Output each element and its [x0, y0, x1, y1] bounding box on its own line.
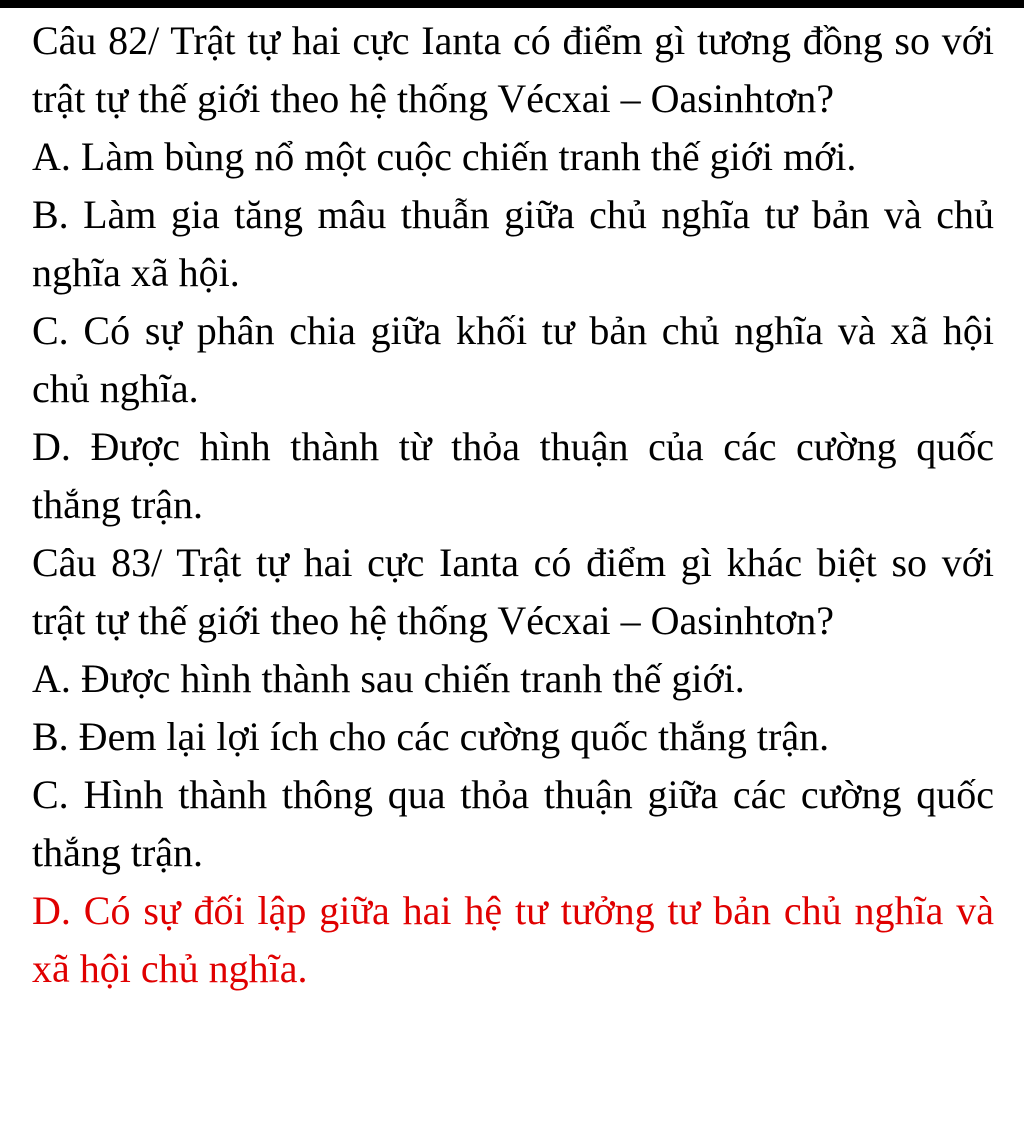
question-82-option-c: C. Có sự phân chia giữa khối tư bản chủ nghĩa và xã hội chủ nghĩa. — [32, 308, 994, 411]
question-83-option-c: C. Hình thành thông qua thỏa thuận giữa các cường quốc thắng trận. — [32, 772, 994, 875]
question-82-option-d: D. Được hình thành từ thỏa thuận của các cường quốc thắng trận. — [32, 424, 994, 527]
question-83-option-b: B. Đem lại lợi ích cho các cường quốc thắng trận. — [32, 714, 830, 759]
question-83 — [32, 534, 994, 998]
question-82-option-b: B. Làm gia tăng mâu thuẫn giữa chủ nghĩa tư bản và chủ nghĩa xã hội. — [32, 192, 994, 295]
question-83-option-a: A. Được hình thành sau chiến tranh thế giới. — [32, 656, 745, 701]
top-border — [0, 0, 1024, 8]
document-body — [32, 12, 994, 998]
question-82 — [32, 12, 994, 534]
question-82-stem: Câu 82/ Trật tự hai cực Ianta có điểm gì tương đồng so với trật tự thế giới theo hệ thống Vécxai – Oasinhtơn? — [32, 18, 994, 121]
question-83-option-d-answer: D. Có sự đối lập giữa hai hệ tư tưởng tư bản chủ nghĩa và xã hội chủ nghĩa. — [32, 888, 994, 991]
question-82-option-a: A. Làm bùng nổ một cuộc chiến tranh thế giới mới. — [32, 134, 857, 179]
question-83-stem: Câu 83/ Trật tự hai cực Ianta có điểm gì khác biệt so với trật tự thế giới theo hệ thống Vécxai – Oasinhtơn? — [32, 540, 994, 643]
